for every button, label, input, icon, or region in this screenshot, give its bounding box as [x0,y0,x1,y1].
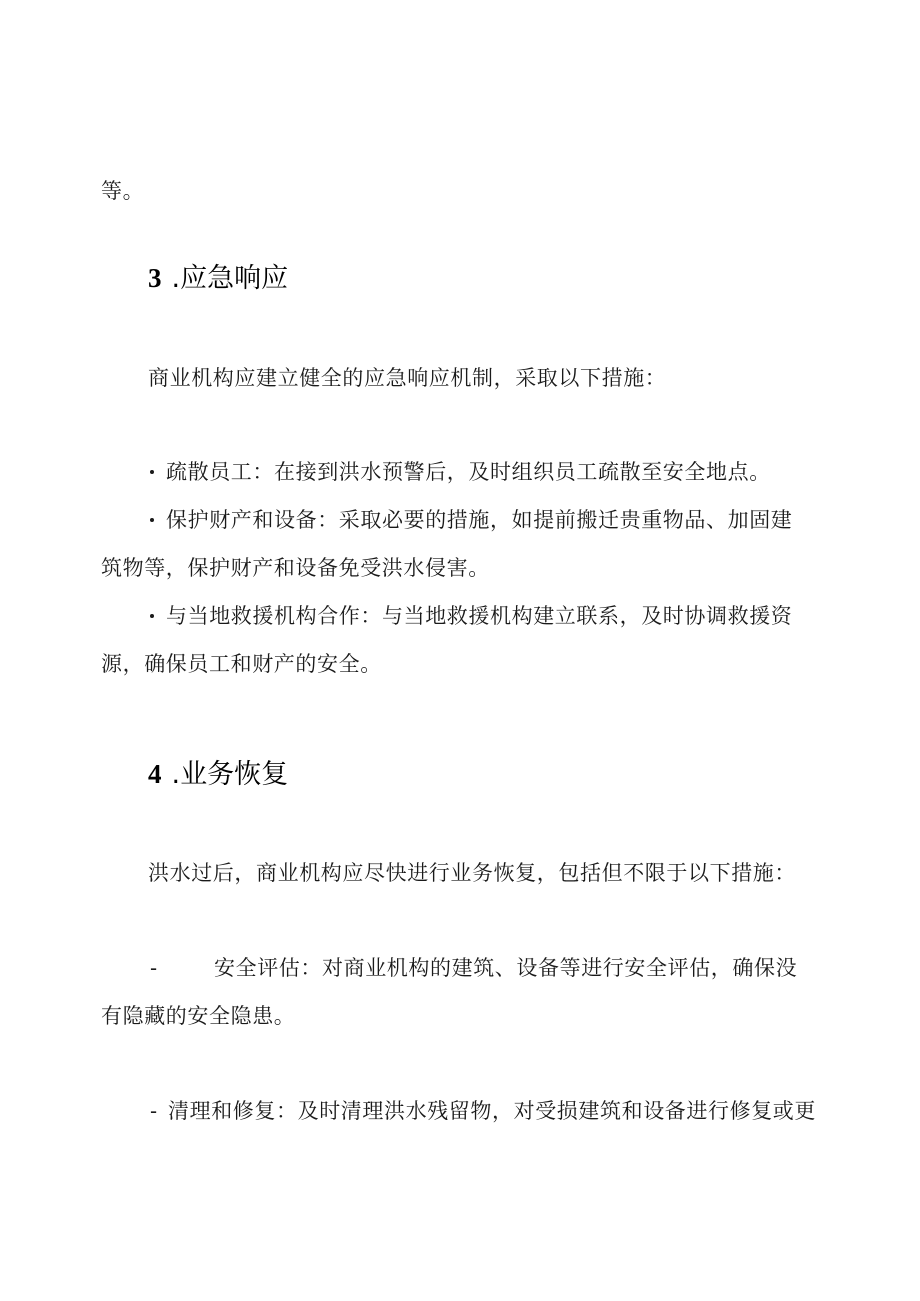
bullet-dot-icon [150,470,154,474]
bullet-1-text: 疏散员工：在接到洪水预警后，及时组织员工疏散至安全地点。 [166,460,771,484]
dash-marker: - [150,1099,158,1123]
section-3-title: .应急响应 [171,263,289,294]
bullet-3-text-line1: 与当地救援机构合作：与当地救援机构建立联系，及时协调救援资 [166,604,793,628]
section-3-bullet-2 [150,505,792,535]
section-4-heading [148,756,288,793]
section-3-bullet-1 [150,457,771,487]
bullet-dot-icon [150,614,154,618]
section-4-item-1 [150,953,797,983]
item-1-text-line1: 安全评估：对商业机构的建筑、设备等进行安全评估，确保没 [214,956,798,980]
section-3-intro: 商业机构应建立健全的应急响应机制，采取以下措施： [148,366,667,390]
section-4-number: 4 [148,759,162,789]
section-4-title: .业务恢复 [171,759,289,790]
dash-marker: - [150,956,158,980]
section-4-intro: 洪水过后，商业机构应尽快进行业务恢复，包括但不限于以下措施： [148,861,796,885]
item-2-text-line1: 清理和修复：及时清理洪水残留物，对受损建筑和设备进行修复或更 [168,1099,816,1123]
top-fragment-text: 等。 [101,179,145,203]
section-4-item-2 [150,1096,816,1126]
bullet-dot-icon [150,518,154,522]
bullet-3-text-line2: 源，确保员工和财产的安全。 [101,652,382,676]
bullet-2-text-line1: 保护财产和设备：采取必要的措施，如提前搬迁贵重物品、加固建 [166,508,793,532]
bullet-2-text-line2: 筑物等，保护财产和设备免受洪水侵害。 [101,556,490,580]
item-1-text-line2: 有隐藏的安全隐患。 [101,1004,296,1028]
section-3-number: 3 [148,263,162,293]
section-3-heading [148,260,288,297]
section-3-bullet-3 [150,601,792,631]
